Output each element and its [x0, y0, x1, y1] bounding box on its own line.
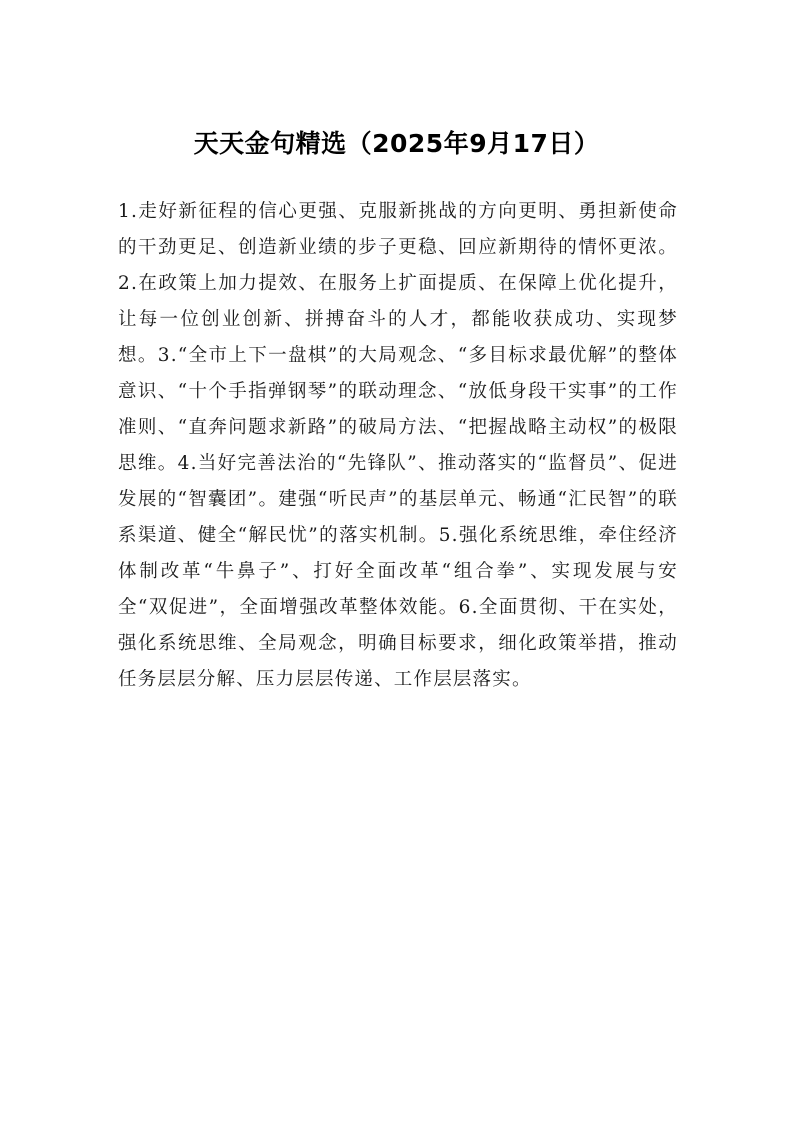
document-body-paragraph: 1.走好新征程的信心更强、克服新挑战的方向更明、勇担新使命的干劲更足、创造新业绩的步子更稳、回应新期待的情怀更浓。2.在政策上加力提效、在服务上扩面提质、在保障上优化提升，让每一位创业创新、拼搏奋斗的人才，都能收获成功、实现梦想。3.“全市上下一盘棋”的大局观念、“多目标求最优解”的整体意识、“十个手指弹钢琴”的联动理念、“放低身段干实事”的工作准则、“直奔问题求新路”的破局方法、“把握战略主动权”的极限思维。4.当好完善法治的“先锋队”、推动落实的“监督员”、促进发展的“智囊团”。建强“听民声”的基层单元、畅通“汇民智”的联系渠道、健全“解民忧”的落实机制。5.强化系统思维，牵住经济体制改革“牛鼻子”、打好全面改革“组合拳”、实现发展与安全“双促进”，全面增强改革整体效能。6.全面贯彻、干在实处，强化系统思维、全局观念，明确目标要求，细化政策举措，推动任务层层分解、压力层层传递、工作层层落实。 — [118, 201, 678, 690]
document-title: 天天金句精选（2025年9月17日） — [193, 129, 600, 158]
